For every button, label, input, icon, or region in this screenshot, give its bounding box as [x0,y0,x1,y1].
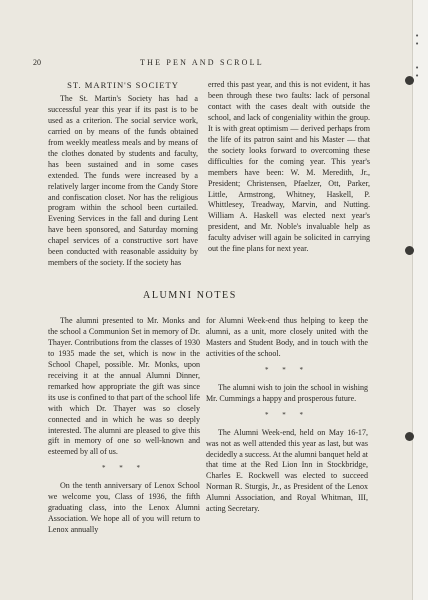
binder-hole-top [405,76,414,85]
next-page-edge [412,0,428,600]
alumni-paragraph-communion-set: The alumni presented to Mr. Monks and the school a Communion Set in memory of Dr. Thayer. Contributions from the classes of 1930 to 1935 made the set, which is now in the School Chapel, possible. Mr. Monks, upon receiving it at the annual Alumni Dinner, remarked how appropriate the gift was since its use is confined to that part of the school life with which Dr. Thayer was so closely connected and in which he was so deeply interested. The alumni are pleased to give this gift in memory of one so well-known and esteemed by all of us. [48,316,200,457]
alumni-paragraph-continued: for Alumni Week-end thus helping to keep the alumni, as a unit, more closely united with the Masters and Student Body, and in touch with the activities of the school. [206,316,368,358]
alumni-paragraph-weekend: The Alumni Week-end, held on May 16-17, was not as well attended this year as last, but was decidedly a success. At the alumni banquet held at that time at the Red Lion Inn in Stockbridge, Charles E. Rockwell was elected to succeed Norman R. Sturgis, Jr., as President of the Lenox Alumni Association, and Royal Whitman, III, acting Secretary. [206,427,369,514]
page-number: 20 [33,58,41,67]
alumni-heading: ALUMNI NOTES [143,290,237,301]
binder-hole-bottom [405,432,414,441]
section-separator: * * * [265,410,309,419]
society-column-right [208,80,370,255]
edge-marks-lower: • • [415,64,423,80]
alumni-paragraph-cummings: The alumni wish to join the school in wishing Mr. Cummings a happy and prosperous future. [206,382,368,403]
society-heading: ST. MARTIN'S SOCIETY [67,80,179,90]
binder-hole-middle [405,246,414,255]
edge-marks-top: • • [415,32,423,48]
society-paragraph-continued: erred this past year, and this is not evident, it has been through these two faults: lack of personal contact with the cases dealt with outside the school, and lack of congeniality within the group. It is with great optimism — derived perhaps from the life of its patron saint and his Master — that the society looks forward to overcoming these difficulties for the coming year. This year's members have been: W. M. Meredith, Jr., President; Christensen, Pfaelzer, Ott, Parker, Little, Armstrong, Whitney, Haskell, P. Whittlesey, Treadway, Marvin, and Nutting. William A. Haskell was elected next year's president, and Mr. Noble's invaluable help as faculty adviser will again be solicited in carrying out the fine plans for next year. [208,80,370,254]
section-separator: * * * [102,464,146,473]
alumni-column-right [206,316,368,515]
running-title: THE PEN AND SCROLL [140,58,264,67]
society-column-left [48,80,198,269]
alumni-paragraph-welcome: On the tenth anniversary of Lenox School we welcome you, Class of 1936, the fifth graduating class, into the Lenox Alumni Association. We hope all of you will return to Lenox annually [48,481,200,535]
society-paragraph: The St. Martin's Society has had a successful year this year if its past is to be used as a criterion. The social service work, carried on by means of the funds obtained from weekly meatless meals and by means of the clothes donated by students and faculty, has been sustained and in some cases extended. The funds were increased by a relatively larger income from the Candy Store and confiscation closet. Nor has the religious program within the school been curtailed. Evening Services in the fall and during Lent have been sponsored, and Saturday morning chapel services of a constructive sort have been conducted with reasonable assiduity by members of the society. If the society has [48,93,198,268]
alumni-column-left [48,316,200,536]
section-separator: * * * [265,365,309,374]
